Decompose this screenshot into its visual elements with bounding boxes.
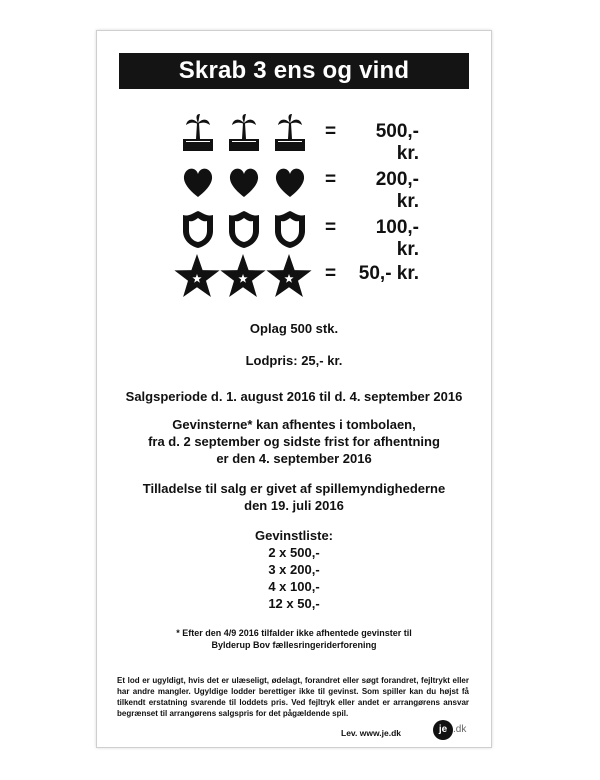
prize-amount: 500,- kr. [375,121,419,164]
star-icon [265,253,313,299]
equals-sign: = [325,169,337,190]
island-palm-icon [223,111,265,157]
supplier-text: Lev. www.je.dk [341,728,401,738]
prize-row-500 [167,111,427,164]
symbol-group [167,253,317,299]
tilladelse-line-2: den 19. juli 2016 [244,498,344,513]
heart-icon [223,159,265,205]
gevinster-line-3: er den 4. september 2016 [216,451,372,466]
prize-amount: 200,- kr. [375,169,419,212]
heart-icon [269,159,311,205]
title-banner: Skrab 3 ens og vind [119,53,469,89]
gevinster-line-2: fra d. 2 september og sidste frist for afhentning [148,434,440,449]
shield-badge-icon [223,207,265,253]
equals-sign: = [325,121,337,142]
symbol-group [167,159,317,205]
island-palm-icon [269,111,311,157]
symbol-group [167,207,317,253]
shield-badge-icon [269,207,311,253]
symbol-group [167,111,317,157]
gevinstliste-item: 4 x 100,- [268,579,320,594]
star-icon [173,253,221,299]
star-icon [219,253,267,299]
prize-row-50 [167,253,427,299]
equals-sign: = [325,217,337,238]
gevinster-line-1: Gevinsterne* kan afhentes i tombolaen, [172,417,416,432]
footnote-line-1: * Efter den 4/9 2016 tilfalder ikke afhentede gevinster til [176,628,412,638]
shield-badge-icon [177,207,219,253]
je-logo [433,720,465,742]
heart-icon [177,159,219,205]
fine-print: Et lod er ugyldigt, hvis det er ulæseligt, ødelagt, forandret eller søgt forandret, fejltrykt eller har andre mangler. Ugyldige lodder berettiger ikke til gevinst. Som spiller kan du højst få tilkendt erstatning svarende til loddets pris. Ved fejltryk eller andet er arrangørens ansvar begrænset til arrangørens salgspris for det pågældende spil. [117,676,469,718]
gevinstliste-heading: Gevinstliste: [254,528,334,543]
logo-mark: je [433,720,453,740]
gevinstliste-item: 12 x 50,- [268,596,320,611]
gevinstliste-item: 2 x 500,- [268,545,320,560]
equals-sign: = [325,263,337,284]
prize-row-200 [167,159,427,212]
tilladelse-line-1: Tilladelse til salg er givet af spillemyndighederne [142,481,446,496]
prize-amount: 50,- kr. [358,263,419,284]
prize-amount: 100,- kr. [375,217,419,260]
island-palm-icon [177,111,219,157]
salgsperiode-text: Salgsperiode d. 1. august 2016 til d. 4. september 2016 [125,389,463,404]
scratch-card [96,30,492,748]
lodpris-text: Lodpris: 25,- kr. [245,353,343,368]
prize-row-100 [167,207,427,260]
logo-suffix: .dk [453,724,467,735]
footnote [117,627,471,651]
oplag-text: Oplag 500 stk. [249,321,339,336]
footnote-line-2: Bylderup Bov fællesringeriderforening [211,640,377,650]
gevinstliste-item: 3 x 200,- [268,562,320,577]
